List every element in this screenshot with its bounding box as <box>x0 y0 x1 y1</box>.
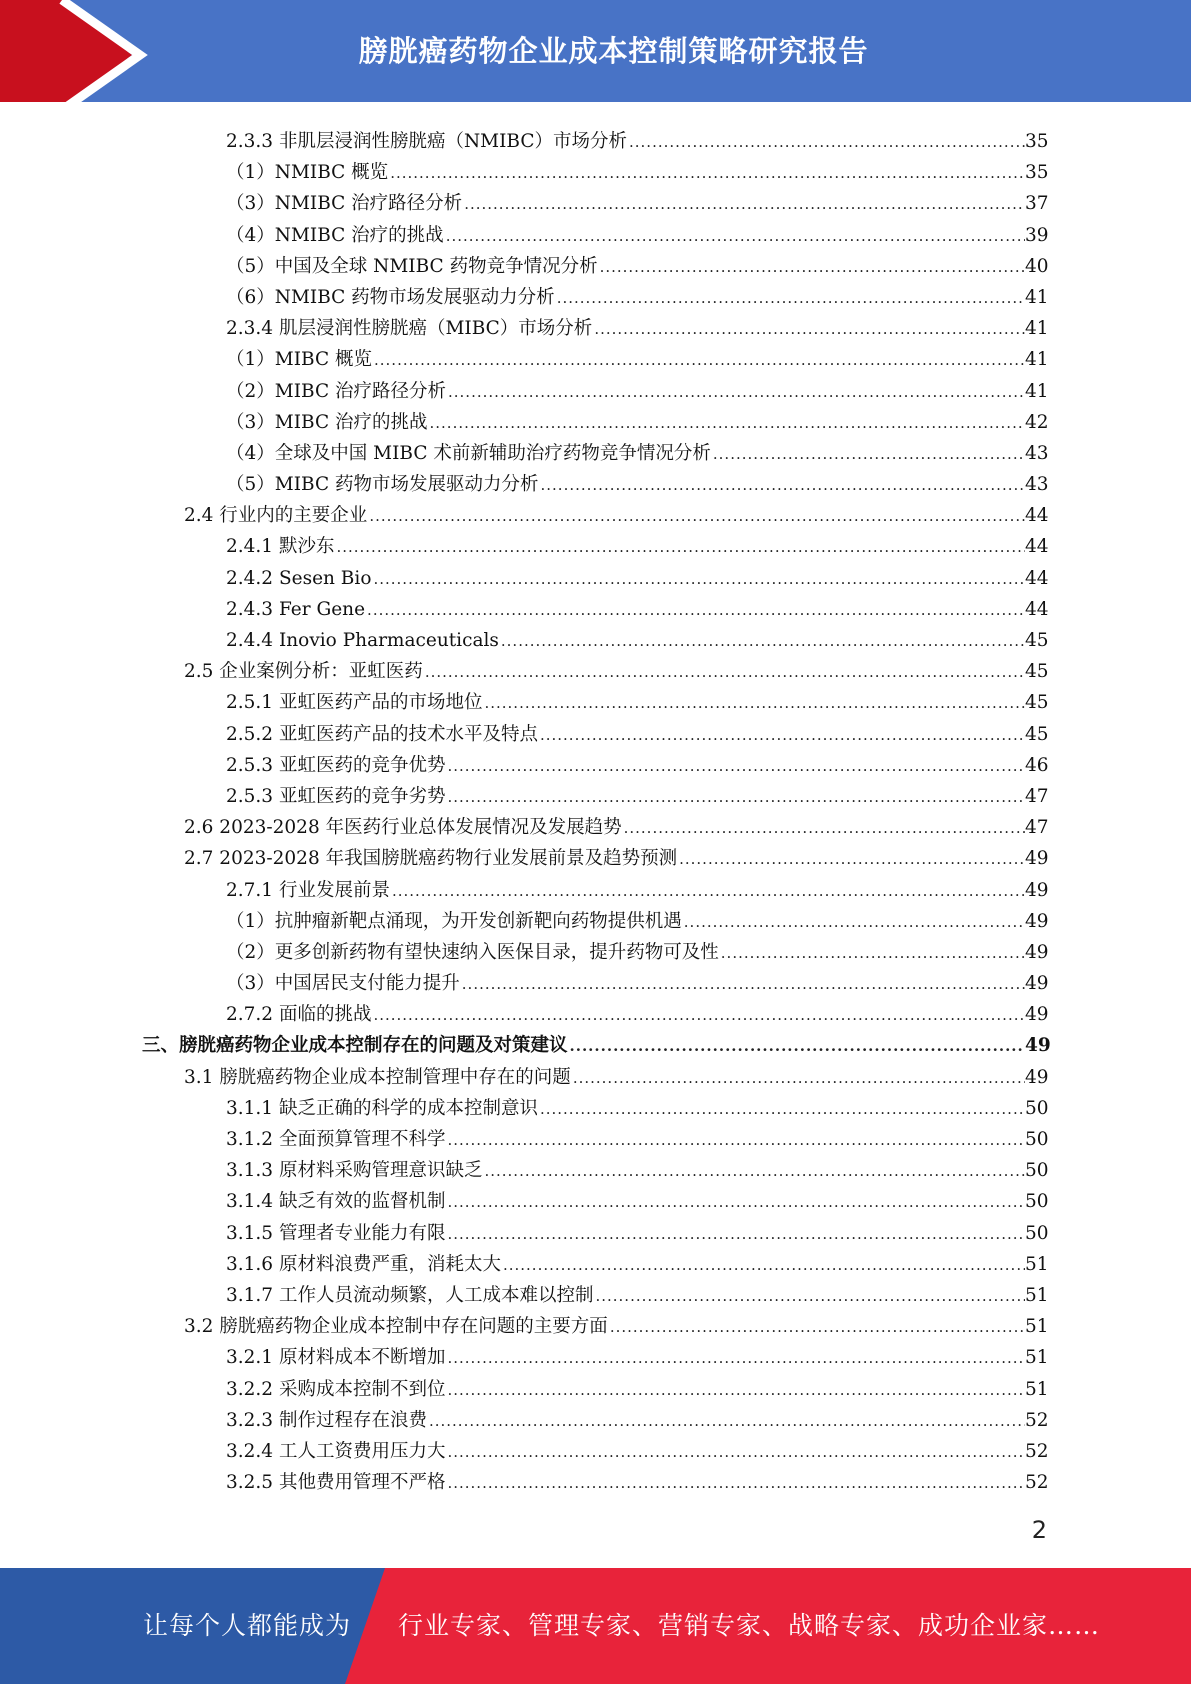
toc-entry-title: 3.2.2 采购成本控制不到位 <box>226 1378 446 1400</box>
toc-entry[interactable] <box>0 1374 1191 1405</box>
toc-entry-page: 52 <box>1025 1440 1049 1462</box>
toc-entry-title: （1）MIBC 概览 <box>226 349 372 371</box>
toc-entry-title: 3.1.2 全面预算管理不科学 <box>226 1129 446 1150</box>
toc-entry-title: 2.5.3 亚虹医药的竞争劣势 <box>226 785 446 807</box>
toc-dot-leader <box>540 1094 1025 1125</box>
toc-dot-leader <box>484 688 1025 719</box>
toc-entry[interactable] <box>0 1249 1191 1280</box>
toc-entry-title: 2.5.1 亚虹医药产品的市场地位 <box>226 692 483 714</box>
toc-entry-title: （5）MIBC 药物市场发展驱动力分析 <box>226 474 539 496</box>
toc-dot-leader <box>595 1281 1025 1312</box>
toc-entry[interactable] <box>0 563 1191 594</box>
toc-entry-title: 2.5.3 亚虹医药的竞争优势 <box>226 754 446 776</box>
toc-entry-page: 49 <box>1025 1004 1049 1026</box>
toc-entry-title: 2.5.2 亚虹医药产品的技术水平及特点 <box>226 723 538 745</box>
toc-entry[interactable] <box>0 469 1191 500</box>
toc-entry[interactable] <box>0 781 1191 812</box>
toc-entry-title: 2.4.1 默沙东 <box>226 536 335 558</box>
toc-entry-page: 41 <box>1025 349 1049 371</box>
toc-entry[interactable] <box>0 1280 1191 1311</box>
toc-entry-title: 2.4.3 Fer Gene <box>226 598 366 620</box>
toc-entry-title: （4）NMIBC 治疗的挑战 <box>226 224 444 246</box>
toc-entry-page: 43 <box>1025 474 1049 496</box>
toc-entry-page: 52 <box>1025 1472 1049 1494</box>
toc-entry[interactable] <box>0 968 1191 999</box>
toc-dot-leader <box>541 470 1026 501</box>
toc-entry-page: 41 <box>1025 318 1049 340</box>
toc-dot-leader <box>447 1219 1025 1250</box>
page-header <box>0 0 1191 110</box>
toc-dot-leader <box>570 1031 1025 1062</box>
toc-entry-title: 2.5 企业案例分析：亚虹医药 <box>184 661 423 683</box>
toc-entry-title: 3.2.4 工人工资费用压力大 <box>226 1440 446 1462</box>
toc-dot-leader <box>594 314 1025 345</box>
toc-entry-title: 2.4.4 Inovio Pharmaceuticals <box>226 630 499 651</box>
toc-entry-page: 45 <box>1025 692 1049 714</box>
toc-entry-page: 43 <box>1025 442 1049 464</box>
toc-dot-leader <box>629 127 1025 158</box>
toc-entry-page: 46 <box>1025 754 1049 776</box>
toc-entry-page: 51 <box>1025 1284 1049 1306</box>
toc-entry-page: 52 <box>1025 1409 1049 1431</box>
toc-entry[interactable] <box>0 875 1191 906</box>
toc-entry-page: 51 <box>1025 1347 1049 1369</box>
toc-entry[interactable] <box>0 188 1191 219</box>
toc-dot-leader <box>684 907 1025 938</box>
toc-entry[interactable] <box>0 906 1191 937</box>
toc-entry-title: 3.2 膀胱癌药物企业成本控制中存在问题的主要方面 <box>184 1316 608 1338</box>
toc-entry-page: 45 <box>1025 630 1049 651</box>
toc-entry-title: 3.1 膀胱癌药物企业成本控制管理中存在的问题 <box>184 1066 571 1088</box>
toc-entry-page: 39 <box>1025 224 1049 246</box>
toc-entry[interactable] <box>0 126 1191 157</box>
toc-entry[interactable] <box>0 999 1191 1030</box>
toc-entry[interactable] <box>0 937 1191 968</box>
toc-dot-leader <box>373 1000 1025 1031</box>
toc-dot-leader <box>447 1437 1025 1468</box>
toc-dot-leader <box>503 1250 1025 1281</box>
toc-entry[interactable] <box>0 1124 1191 1155</box>
toc-dot-leader <box>484 1156 1025 1187</box>
toc-entry-title: 3.1.5 管理者专业能力有限 <box>226 1222 446 1244</box>
toc-entry[interactable] <box>0 313 1191 344</box>
toc-entry-title: 3.2.5 其他费用管理不严格 <box>226 1472 446 1494</box>
page-footer <box>0 1568 1191 1684</box>
toc-entry-page: 35 <box>1025 162 1049 184</box>
toc-entry[interactable] <box>0 1436 1191 1467</box>
toc-entry-title: 2.7 2023-2028 年我国膀胱癌药物行业发展前景及趋势预测 <box>184 848 678 870</box>
toc-entry-title: （5）中国及全球 NMIBC 药物竞争情况分析 <box>226 255 598 277</box>
toc-entry[interactable] <box>0 531 1191 562</box>
toc-entry[interactable] <box>0 812 1191 843</box>
toc-dot-leader <box>429 1406 1025 1437</box>
toc-entry[interactable] <box>0 1155 1191 1186</box>
toc-entry-title: （2）MIBC 治疗路径分析 <box>226 380 446 402</box>
toc-entry-title: 2.4.2 Sesen Bio <box>226 567 372 589</box>
toc-entry-page: 40 <box>1025 255 1049 277</box>
toc-entry-page: 49 <box>1025 848 1049 870</box>
toc-entry-title: 3.1.4 缺乏有效的监督机制 <box>226 1191 446 1213</box>
toc-dot-leader <box>367 595 1025 626</box>
toc-dot-leader <box>557 283 1025 314</box>
toc-entry-title: 3.2.3 制作过程存在浪费 <box>226 1409 427 1431</box>
toc-entry-title: （6）NMIBC 药物市场发展驱动力分析 <box>226 286 555 308</box>
toc-entry-title: 2.7.2 面临的挑战 <box>226 1004 372 1026</box>
table-of-contents <box>0 126 1191 1498</box>
toc-dot-leader <box>369 501 1025 532</box>
toc-entry[interactable] <box>0 843 1191 874</box>
toc-entry-title: 3.1.3 原材料采购管理意识缺乏 <box>226 1160 483 1182</box>
toc-entry[interactable] <box>0 220 1191 251</box>
toc-dot-leader <box>447 1125 1025 1156</box>
toc-dot-leader <box>446 221 1025 252</box>
toc-entry-page: 50 <box>1025 1160 1049 1182</box>
toc-dot-leader <box>374 345 1025 376</box>
toc-entry-page: 45 <box>1025 723 1049 745</box>
toc-dot-leader <box>600 252 1025 283</box>
toc-entry-page: 47 <box>1025 785 1049 807</box>
toc-dot-leader <box>373 564 1025 595</box>
toc-entry[interactable] <box>0 687 1191 718</box>
toc-entry-page: 44 <box>1025 536 1049 558</box>
toc-entry-title: 三、膀胱癌药物企业成本控制存在的问题及对策建议 <box>142 1035 568 1057</box>
toc-entry-page: 49 <box>1025 1066 1049 1088</box>
toc-dot-leader <box>501 626 1025 657</box>
toc-entry[interactable] <box>0 500 1191 531</box>
toc-entry-page: 47 <box>1025 817 1049 839</box>
toc-entry-page: 49 <box>1025 879 1049 901</box>
toc-entry-page: 50 <box>1025 1222 1049 1244</box>
document-title: 膀胱癌药物企业成本控制策略研究报告 <box>358 34 869 68</box>
toc-entry[interactable] <box>0 344 1191 375</box>
toc-entry-page: 50 <box>1025 1191 1049 1213</box>
toc-entry[interactable] <box>0 438 1191 469</box>
toc-entry-title: （3）中国居民支付能力提升 <box>226 973 460 995</box>
toc-entry-title: （1）抗肿瘤新靶点涌现，为开发创新靶向药物提供机遇 <box>226 910 682 932</box>
toc-dot-leader <box>392 876 1025 907</box>
toc-entry[interactable] <box>0 157 1191 188</box>
toc-entry[interactable] <box>0 251 1191 282</box>
page-number: 2 <box>1031 1516 1047 1544</box>
toc-dot-leader <box>721 938 1025 969</box>
toc-entry[interactable] <box>0 407 1191 438</box>
toc-dot-leader <box>447 1468 1025 1499</box>
toc-entry-title: 3.1.1 缺乏正确的科学的成本控制意识 <box>226 1097 538 1119</box>
toc-dot-leader <box>573 1063 1025 1094</box>
toc-entry-title: 2.7.1 行业发展前景 <box>226 879 390 901</box>
toc-entry[interactable] <box>0 1311 1191 1342</box>
toc-entry-page: 51 <box>1025 1378 1049 1400</box>
toc-entry-page: 49 <box>1025 910 1049 932</box>
toc-entry[interactable] <box>0 1186 1191 1217</box>
toc-entry-title: 3.2.1 原材料成本不断增加 <box>226 1347 446 1369</box>
toc-dot-leader <box>447 1343 1025 1374</box>
toc-dot-leader <box>447 751 1025 782</box>
toc-entry-title: （3）NMIBC 治疗路径分析 <box>226 193 463 215</box>
toc-entry-page: 49 <box>1025 973 1049 995</box>
toc-entry-page: 50 <box>1025 1129 1049 1150</box>
toc-entry-title: （2）更多创新药物有望快速纳入医保目录，提升药物可及性 <box>226 941 719 963</box>
toc-entry-page: 35 <box>1025 131 1049 152</box>
toc-entry-page: 44 <box>1025 505 1049 527</box>
toc-dot-leader <box>447 782 1025 813</box>
toc-entry-page: 49 <box>1025 941 1049 963</box>
toc-dot-leader <box>336 532 1025 563</box>
toc-dot-leader <box>430 408 1026 439</box>
toc-dot-leader <box>448 377 1025 408</box>
toc-entry-title: 3.1.7 工作人员流动频繁，人工成本难以控制 <box>226 1284 594 1306</box>
toc-entry-title: 2.3.4 肌层浸润性膀胱癌（MIBC）市场分析 <box>226 318 593 340</box>
toc-dot-leader <box>425 657 1025 688</box>
footer-slogan-right: 行业专家、管理专家、营销专家、战略专家、成功企业家…… <box>398 1611 1101 1640</box>
toc-entry-title: （3）MIBC 治疗的挑战 <box>226 411 428 433</box>
toc-dot-leader <box>447 1187 1025 1218</box>
toc-entry-page: 42 <box>1025 411 1049 433</box>
toc-entry-page: 41 <box>1025 286 1049 308</box>
toc-entry-page: 41 <box>1025 380 1049 402</box>
toc-entry-page: 37 <box>1025 193 1049 215</box>
footer-slogan-left: 让每个人都能成为 <box>143 1611 352 1640</box>
toc-dot-leader <box>447 1375 1025 1406</box>
toc-entry[interactable] <box>0 1467 1191 1498</box>
toc-entry[interactable] <box>0 656 1191 687</box>
toc-entry-page: 51 <box>1025 1316 1049 1338</box>
toc-entry[interactable] <box>0 376 1191 407</box>
toc-entry-page: 44 <box>1025 598 1049 620</box>
toc-entry-title: 2.6 2023-2028 年医药行业总体发展情况及发展趋势 <box>184 817 622 839</box>
toc-dot-leader <box>610 1312 1025 1343</box>
toc-entry-page: 49 <box>1025 1035 1051 1057</box>
toc-entry-title: （1）NMIBC 概览 <box>226 162 389 184</box>
toc-entry[interactable] <box>0 625 1191 656</box>
toc-dot-leader <box>464 189 1025 220</box>
toc-entry[interactable] <box>0 1062 1191 1093</box>
toc-entry[interactable] <box>0 282 1191 313</box>
toc-dot-leader <box>540 720 1025 751</box>
toc-dot-leader <box>390 158 1025 189</box>
toc-entry[interactable] <box>0 1342 1191 1373</box>
toc-entry-page: 44 <box>1025 567 1049 589</box>
toc-entry-page: 51 <box>1025 1253 1049 1275</box>
toc-entry-page: 50 <box>1025 1097 1049 1119</box>
toc-entry[interactable] <box>0 750 1191 781</box>
toc-dot-leader <box>679 844 1025 875</box>
toc-entry[interactable] <box>0 1030 1191 1061</box>
toc-dot-leader <box>462 969 1025 1000</box>
toc-entry[interactable] <box>0 1218 1191 1249</box>
toc-dot-leader <box>713 439 1025 470</box>
toc-entry[interactable] <box>0 1405 1191 1436</box>
toc-entry-title: 2.4 行业内的主要企业 <box>184 505 368 527</box>
toc-entry-page: 45 <box>1025 661 1049 683</box>
toc-entry[interactable] <box>0 1093 1191 1124</box>
toc-entry-title: 2.3.3 非肌层浸润性膀胱癌（NMIBC）市场分析 <box>226 131 627 152</box>
toc-entry[interactable] <box>0 719 1191 750</box>
toc-entry[interactable] <box>0 594 1191 625</box>
toc-entry-title: （4）全球及中国 MIBC 术前新辅助治疗药物竞争情况分析 <box>226 442 711 464</box>
toc-entry-title: 3.1.6 原材料浪费严重，消耗太大 <box>226 1253 501 1275</box>
toc-dot-leader <box>624 813 1025 844</box>
